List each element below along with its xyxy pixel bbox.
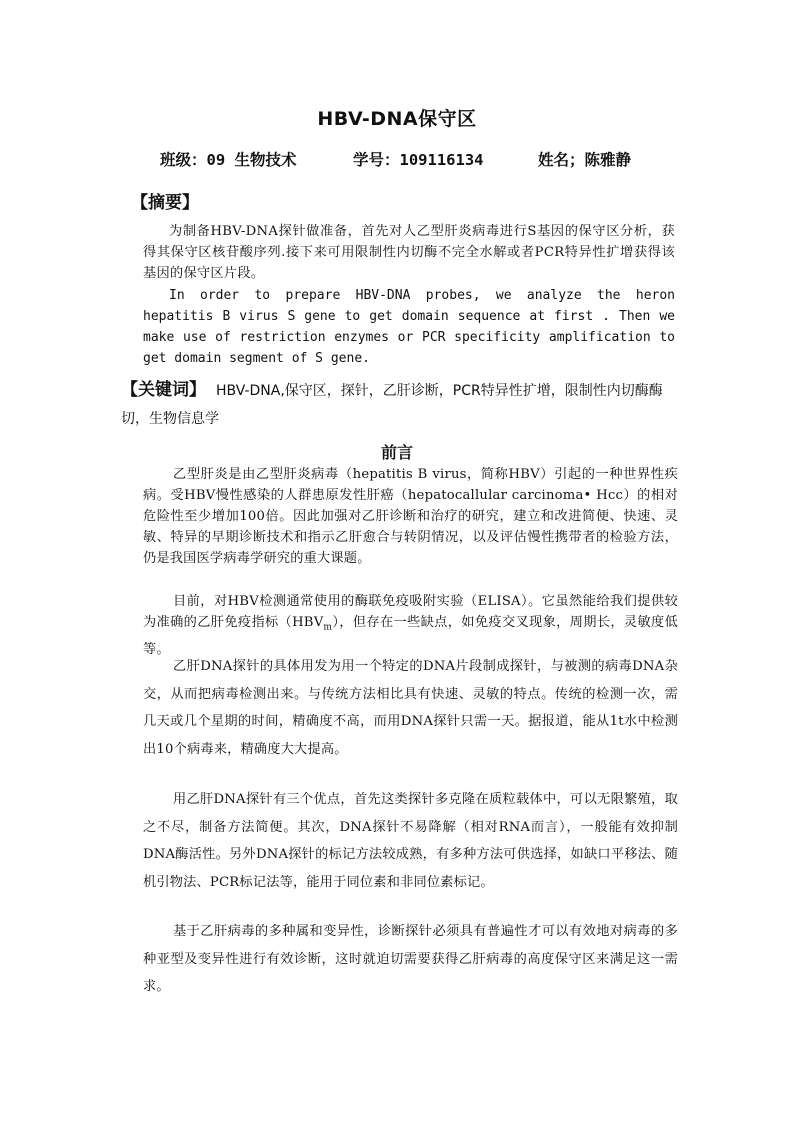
hbv-subscript: m bbox=[323, 622, 333, 633]
document-title: HBV-DNA保守区 bbox=[317, 108, 477, 130]
preface-paragraph-5: 基于乙肝病毒的多种属和变异性，诊断探针必须具有普遍性才可以有效地对病毒的多种亚型及变异性进行有效诊断，这时就迫切需要获得乙肝病毒的高度保守区来满足这一需求。 bbox=[143, 924, 678, 994]
keywords-text: HBV-DNA,保守区，探针，乙肝诊断，PCR特异性扩增，限制性内切酶酶切，生物信息学 bbox=[121, 383, 663, 427]
preface-paragraph-2 bbox=[143, 591, 678, 660]
abstract-chinese: 为制备HBV-DNA探针做准备，首先对人乙型肝炎病毒进行S基因的保守区分析，获得其保守区核苷酸序列.接下来可用限制性内切酶不完全水解或者PCR特异性扩增获得该基因的保守区片段。 bbox=[143, 224, 675, 281]
abstract-english: In order to prepare HBV-DNA probes, we analyze the heron hepatitis B virus S gene to get domain sequence at first . Then we make use of restriction enzymes or PCR specificity amplification to get domain segment of S gene. bbox=[143, 288, 675, 366]
preface-paragraph-2-tail: ），但存在一些缺点，如免疫交叉现象，周期长，灵敏度低等。 bbox=[143, 615, 678, 657]
keywords-block bbox=[121, 376, 681, 433]
preface-paragraph-2-text: 目前，对HBV检测通常使用的酶联免疫吸附实验（ELISA）。它虽然能给我们提供较为准确的乙肝免疫指标（HBV bbox=[143, 594, 678, 630]
preface-heading: 前言 bbox=[380, 443, 413, 462]
student-name-label: 姓名；陈雅静 bbox=[538, 151, 632, 169]
abstract-heading: 【摘要】 bbox=[131, 193, 199, 213]
preface-paragraph-4: 用乙肝DNA探针有三个优点，首先这类探针多克隆在质粒载体中，可以无限繁殖，取之不尽，制备方法简便。其次，DNA探针不易降解（相对RNA而言），一般能有效抑制DNA酶活性。另外DNA探针的标记方法较成熟，有多种方法可供选择，如缺口平移法、随机引物法、PCR标记法等，能用于同位素和非同位素标记。 bbox=[143, 792, 678, 890]
preface-paragraph-1: 乙型肝炎是由乙型肝炎病毒（hepatitis B virus，简称HBV）引起的一种世界性疾病。受HBV慢性感染的人群患原发性肝癌（hepatocallular carcinoma• Hcc）的相对危险性至少增加100倍。因此加强对乙肝诊断和治疗的研究，建立和改进简便、快速、灵敏、特异的早期诊断技术和指示乙肝愈合与转阴情况，以及评估慢性携带者的检验方法，仍是我国医学病毒学研究的重大课题。 bbox=[143, 467, 678, 566]
student-id-label: 学号：109116134 bbox=[353, 151, 484, 169]
class-label: 班级：09 生物技术 bbox=[160, 151, 297, 169]
preface-paragraph-3: 乙肝DNA探针的具体用发为用一个特定的DNA片段制成探针，与被测的病毒DNA杂交，从而把病毒检测出来。与传统方法相比具有快速、灵敏的特点。传统的检测一次，需几天或几个星期的时间，精确度不高，而用DNA探针只需一天。据报道，能从1t水中检测出10个病毒来，精确度大大提高。 bbox=[143, 659, 678, 757]
keywords-label: 【关键词】 bbox=[121, 380, 206, 400]
